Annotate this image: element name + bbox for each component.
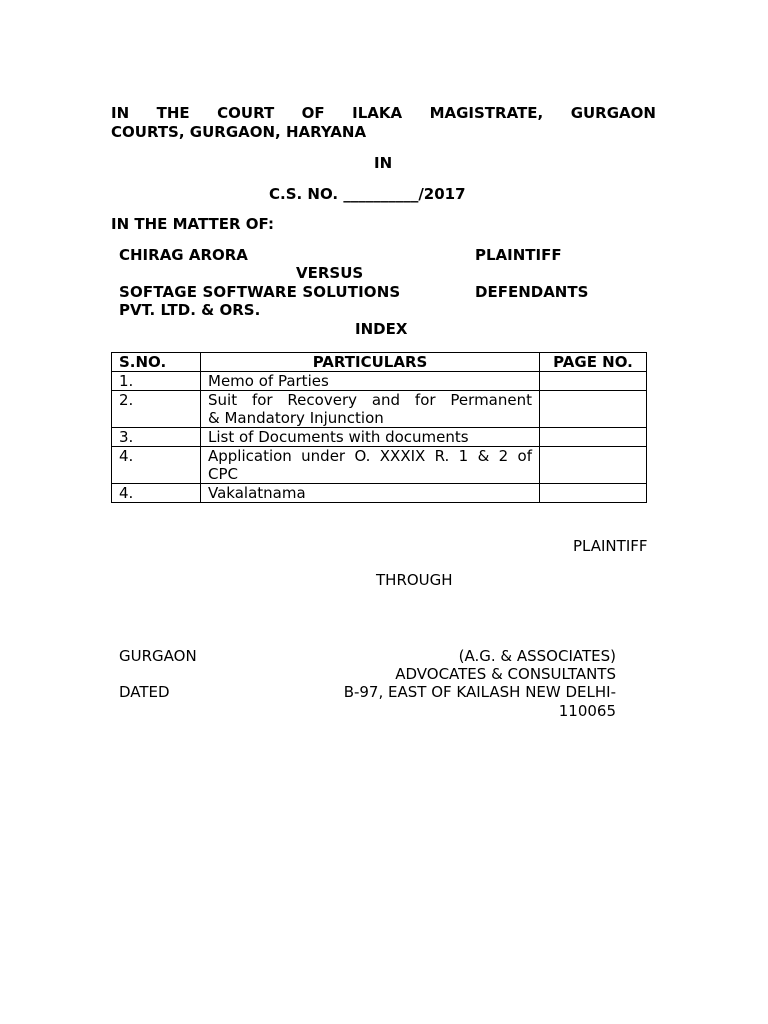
table-row [112,372,647,391]
header-sno: S.NO. [112,353,201,372]
counsel-address-line1: B-97, EAST OF KAILASH NEW DELHI- [343,683,616,701]
cell-page [540,391,647,428]
plaintiff-role: PLAINTIFF [475,246,562,264]
cell-sno: 4. [112,447,201,484]
cell-particulars [201,428,540,447]
particulars-text: Memo of Parties [208,372,329,390]
cell-page [540,447,647,484]
index-title: INDEX [355,320,408,338]
cell-sno: 4. [112,484,201,503]
court-heading-line2: COURTS, GURGAON, HARYANA [111,123,367,141]
court-heading-word: COURT [217,104,275,122]
counsel-title: ADVOCATES & CONSULTANTS [395,665,616,683]
signature-plaintiff: PLAINTIFF [573,537,648,555]
table-row [112,391,647,428]
cell-particulars [201,391,540,428]
cell-page [540,428,647,447]
court-heading-word: OF [301,104,325,122]
court-heading-word: IN [111,104,130,122]
dated-label: DATED [119,683,170,701]
table-header-row [112,353,647,372]
court-heading-line1 [111,104,656,123]
defendant-role: DEFENDANTS [475,283,589,301]
in-label: IN [374,154,393,172]
cell-particulars [201,484,540,503]
court-heading-word: THE [156,104,190,122]
court-heading [111,104,656,142]
header-page-no: PAGE NO. [540,353,647,372]
cell-sno: 1. [112,372,201,391]
counsel-firm: (A.G. & ASSOCIATES) [458,647,616,665]
court-heading-word: ILAKA [352,104,403,122]
header-particulars: PARTICULARS [201,353,540,372]
court-heading-word: GURGAON [570,104,656,122]
court-heading-word: MAGISTRATE, [429,104,544,122]
particulars-text-continued: & Mandatory Injunction [208,409,384,427]
table-row [112,447,647,484]
counsel-address-line2: 110065 [558,702,616,720]
matter-label: IN THE MATTER OF: [111,215,274,233]
particulars-text: List of Documents with documents [208,428,469,446]
cell-page [540,372,647,391]
place-label: GURGAON [119,647,197,665]
signature-through: THROUGH [376,571,453,589]
versus-label: VERSUS [296,264,364,282]
defendant-name-text: SOFTAGE SOFTWARE SOLUTIONS [119,283,401,301]
index-table [111,352,647,503]
plaintiff-name: CHIRAG ARORA [119,246,248,264]
defendant-name-line1 [119,283,440,302]
particulars-text: Application under O. XXXIX R. 1 & 2 of [208,447,532,465]
defendant-name-line2: PVT. LTD. & ORS. [119,301,261,319]
cell-sno: 3. [112,428,201,447]
cell-particulars [201,447,540,484]
table-row [112,484,647,503]
cell-sno: 2. [112,391,201,428]
table-row [112,428,647,447]
cell-page [540,484,647,503]
particulars-text-continued: CPC [208,465,238,483]
particulars-text: Suit for Recovery and for Permanent [208,391,532,409]
cell-particulars [201,372,540,391]
particulars-text: Vakalatnama [208,484,306,502]
case-number: C.S. NO. __________/2017 [269,185,466,203]
